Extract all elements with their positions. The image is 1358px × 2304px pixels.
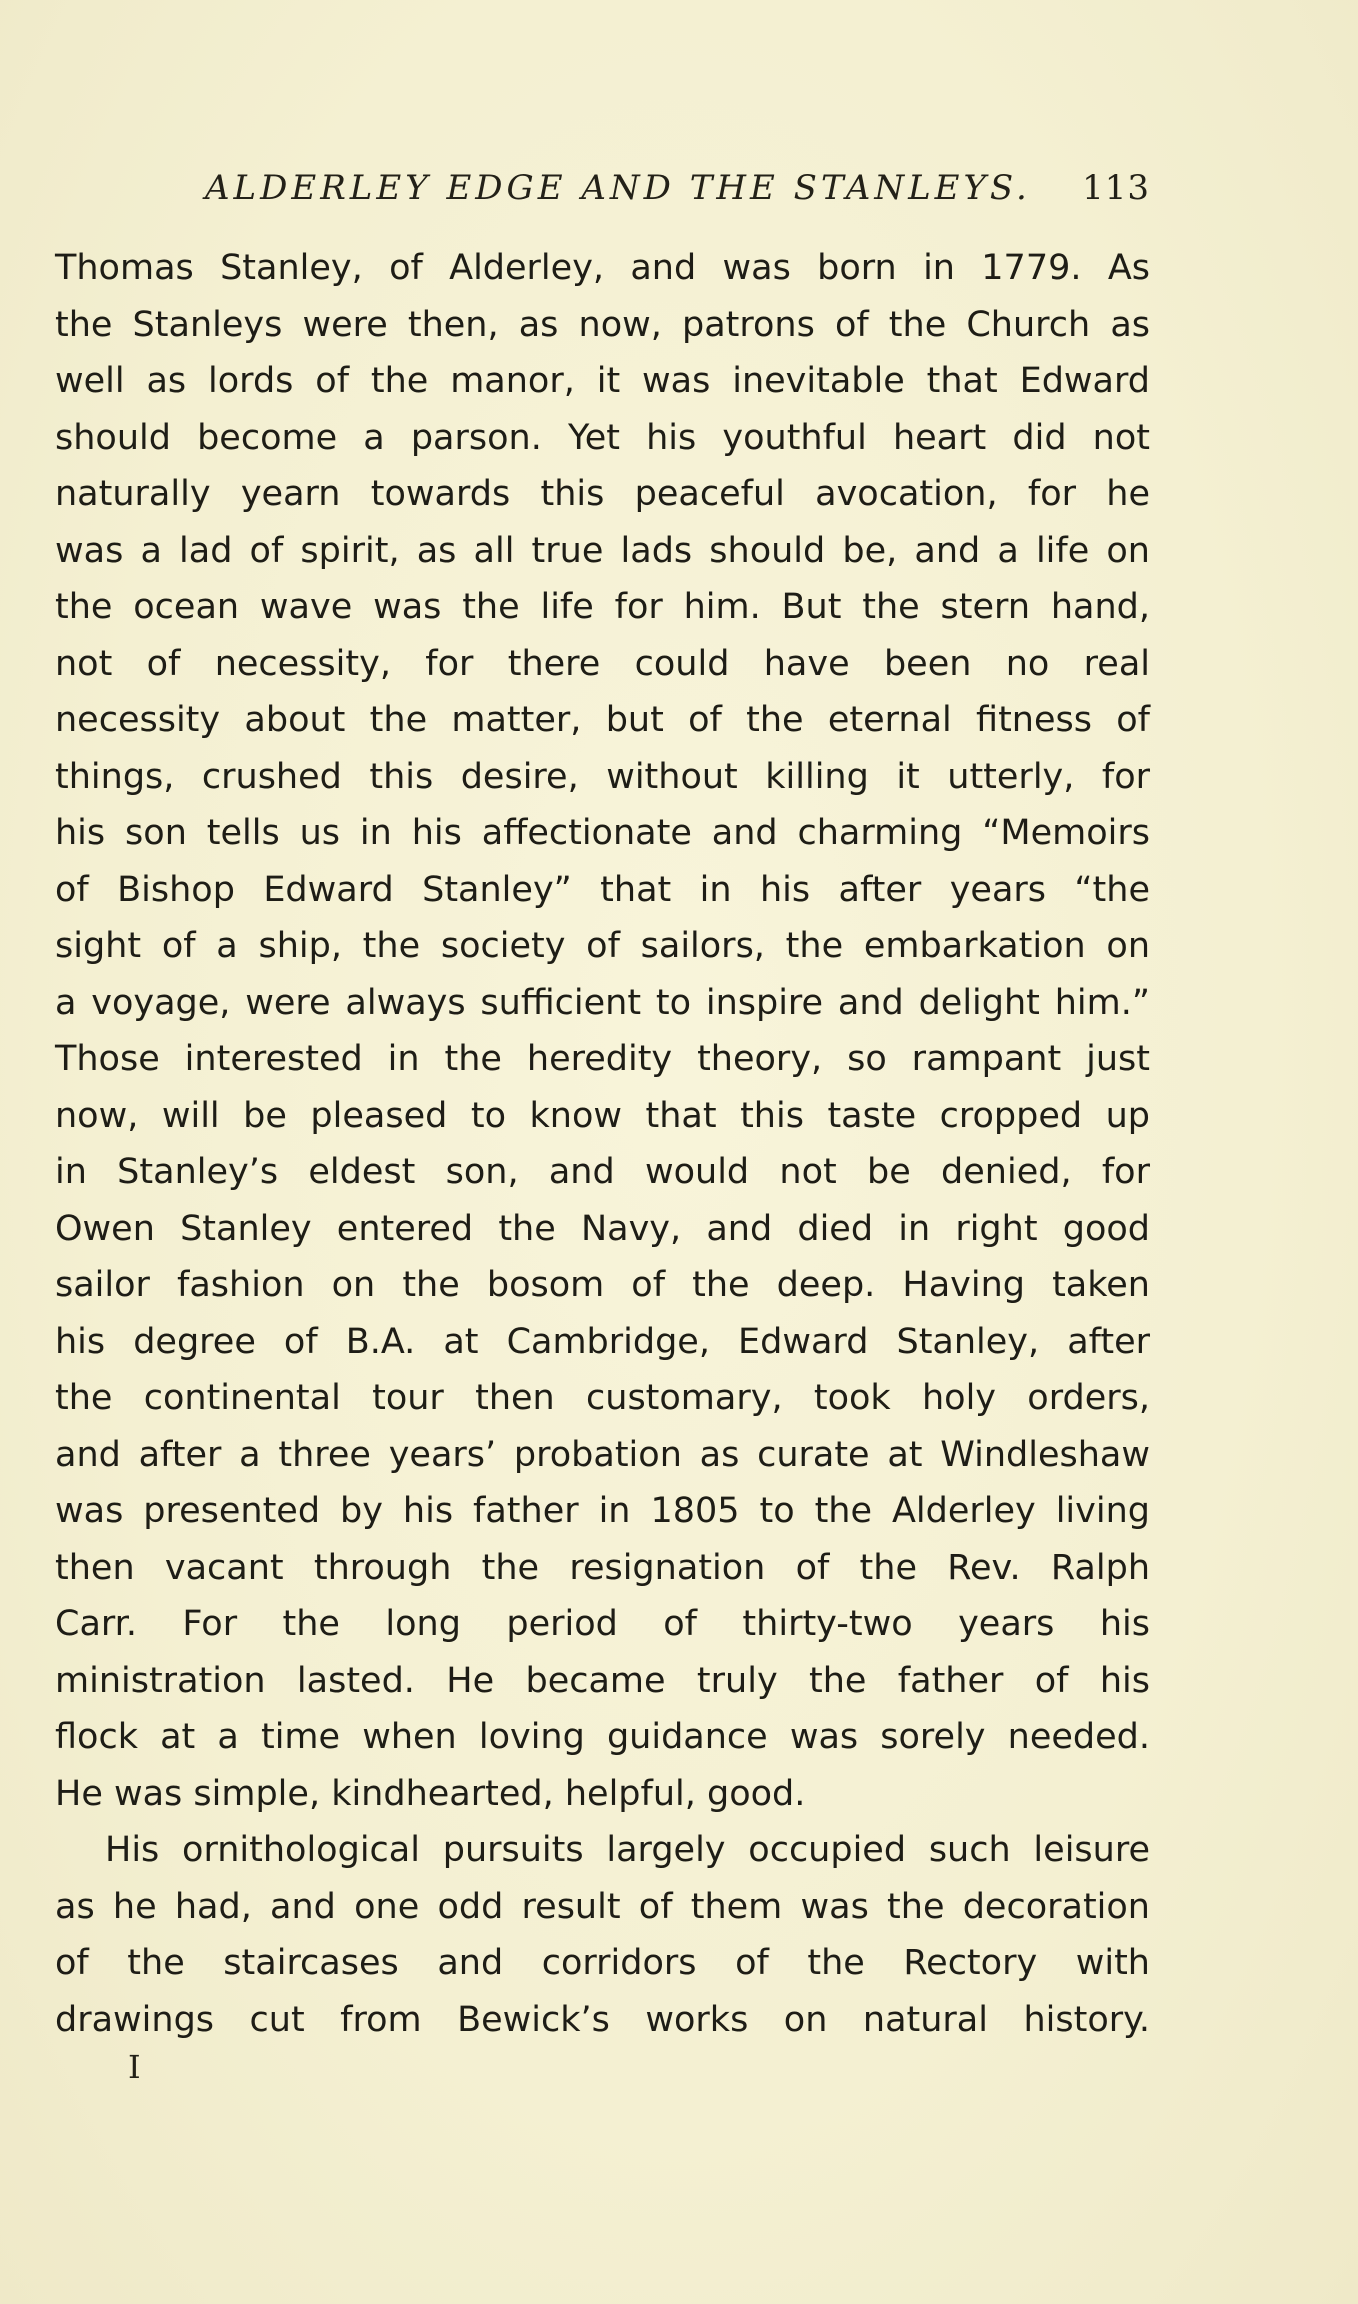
text-line: well as lords of the manor, it was inevitable that Edward: [55, 361, 1150, 401]
text-line: sight of a ship, the society of sailors, the embarkation on: [55, 926, 1150, 966]
text-line: Those interested in the heredity theory, so rampant just: [55, 1039, 1150, 1079]
text-line: a voyage, were always sufficient to inspire and delight him.”: [55, 982, 1150, 1023]
text-line: of Bishop Edward Stanley” that in his after years “the: [55, 869, 1150, 910]
text-line: sailor fashion on the bosom of the deep. Having taken: [55, 1265, 1150, 1305]
text-line: ministration lasted. He became truly the father of his: [55, 1660, 1150, 1701]
text-line: Thomas Stanley, of Alderley, and was born in 1779. As: [55, 248, 1150, 288]
text-line: in Stanley’s eldest son, and would not be denied, for: [55, 1152, 1150, 1192]
text-line: his son tells us in his affectionate and charming “Memoirs: [55, 813, 1150, 853]
text-line: Owen Stanley entered the Navy, and died in right good: [55, 1208, 1150, 1249]
text-line: drawings cut from Bewick’s works on natural history.: [55, 1999, 1150, 2040]
body-text: [55, 240, 1150, 2048]
text-line: not of necessity, for there could have been no real: [55, 643, 1150, 684]
text-line: the ocean wave was the life for him. But the stern hand,: [55, 587, 1150, 627]
running-title: ALDERLEY EDGE AND THE STANLEYS.: [205, 168, 1031, 208]
signature-mark: I: [128, 2048, 141, 2086]
text-line: necessity about the matter, but of the eternal fitness of: [55, 700, 1150, 740]
text-line: was presented by his father in 1805 to the Alderley living: [55, 1491, 1150, 1531]
paragraph-end-line: He was simple, kindhearted, helpful, good.: [55, 1773, 806, 1814]
paragraph-start-line: His ornithological pursuits largely occupied such leisure: [105, 1830, 1150, 1870]
text-line: was a lad of spirit, as all true lads should be, and a life on: [55, 530, 1150, 571]
text-line: things, crushed this desire, without killing it utterly, for: [55, 756, 1150, 797]
text-line: his degree of B.A. at Cambridge, Edward Stanley, after: [55, 1321, 1150, 1362]
text-line: the continental tour then customary, took holy orders,: [55, 1378, 1150, 1418]
running-head: [55, 160, 1150, 220]
text-line: and after a three years’ probation as curate at Windleshaw: [55, 1434, 1150, 1475]
text-line: then vacant through the resignation of the Rev. Ralph: [55, 1547, 1150, 1588]
text-line: should become a parson. Yet his youthful heart did not: [55, 417, 1150, 458]
text-line: flock at a time when loving guidance was sorely needed.: [55, 1717, 1150, 1757]
text-line: of the staircases and corridors of the Rectory with: [55, 1943, 1150, 1983]
page-number: 113: [1082, 168, 1150, 208]
text-line: naturally yearn towards this peaceful avocation, for he: [55, 474, 1150, 514]
text-line: the Stanleys were then, as now, patrons of the Church as: [55, 304, 1150, 345]
text-line: now, will be pleased to know that this taste cropped up: [55, 1095, 1150, 1136]
text-line: Carr. For the long period of thirty-two years his: [55, 1604, 1150, 1644]
text-line: as he had, and one odd result of them was the decoration: [55, 1886, 1150, 1927]
